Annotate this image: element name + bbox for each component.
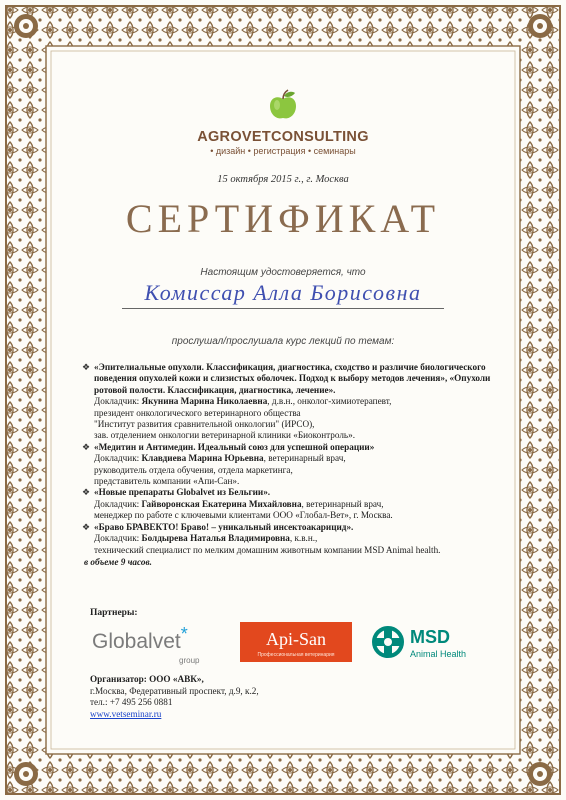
diamond-bullet-icon: ❖ [82, 362, 91, 372]
partners-label: Партнеры: [90, 608, 138, 618]
topic-title: «Эпителиальные опухоли. Классификация, диагностика, сходство и различие биологического поведения опухолей кожи и слизистых оболочек. Подход к выбору методов лечения», «Опухоли ротовой полости. Классификация, диагностика, лечение». [94, 362, 491, 395]
topic-item [84, 362, 504, 442]
topics-list [84, 362, 504, 568]
speaker-prefix: Докладчик: [94, 396, 142, 407]
speaker-detail: технический специалист по мелким домашним животным компании MSD Animal health. [94, 544, 441, 555]
corner-ornament-top-right [528, 14, 552, 38]
corner-ornament-top-left [14, 14, 38, 38]
topic-title: «Браво БРАВЕКТО! Браво! – уникальный инсектоакарицид». [94, 521, 354, 532]
topic-title: «Медитин и Антимедин. Идеальный союз для успешной операции» [94, 441, 375, 452]
speaker-prefix: Докладчик: [94, 498, 142, 509]
certificate-content [62, 80, 504, 740]
brand-tagline: • дизайн • регистрация • семинары [210, 146, 356, 156]
speaker-prefix: Докладчик: [94, 533, 142, 544]
speaker-name: Якунина Марина Николаевна [141, 396, 268, 407]
course-intro: прослушал/прослушала курс лекций по темам: [171, 336, 395, 347]
speaker-detail: представитель компании «Апи-Сан». [94, 476, 240, 487]
speaker-name: Гайворонская Екатерина Михайловна [141, 498, 302, 509]
asterisk-icon: * [180, 624, 188, 644]
topic-item [84, 522, 504, 556]
speaker-name: Болдырева Наталья Владимировна [141, 533, 290, 544]
issue-date: 15 октября 2015 г., г. Москва [217, 174, 349, 185]
agrovetconsulting-logo [62, 88, 504, 156]
speaker-detail: президент онкологического ветеринарного общества [94, 407, 301, 418]
diamond-bullet-icon: ❖ [82, 487, 91, 498]
globalvet-name: Globalvet [92, 630, 181, 653]
globalvet-sub: group [179, 656, 200, 665]
speaker-detail: , ветеринарный врач, [263, 453, 346, 464]
speaker-detail: , ветеринарный врач, [301, 498, 384, 509]
speaker-detail: зав. отделением онкологии ветеринарной клиники «Биоконтроль». [94, 430, 355, 441]
certifies-text: Настоящим удостоверяется, что [200, 267, 366, 278]
apisan-sub: Профессиональная ветеринария [257, 652, 335, 658]
recipient-name: Комиссар Алла Борисовна [144, 280, 422, 305]
apisan-name: Api-San [266, 629, 326, 649]
speaker-detail: руководитель отдела обучения, отдела маркетинга, [94, 464, 293, 475]
certificate-title: СЕРТИФИКАТ [125, 196, 441, 241]
organizer-title: Организатор: ООО «АВК», [90, 674, 204, 684]
apisan-logo [240, 622, 352, 662]
apple-logo-icon [266, 88, 300, 122]
organizer-block [90, 674, 259, 720]
partner-logos [84, 618, 504, 668]
speaker-name: Клавдиева Марина Юрьевна [141, 453, 264, 464]
topic-item [84, 442, 504, 488]
speaker-detail: "Институт развития сравнительной онкологии" (ИРСО), [94, 419, 315, 430]
topic-title: «Новые препараты Globalvet из Бельгии». [94, 487, 271, 498]
msd-logo [366, 624, 498, 664]
corner-ornament-bottom-left [14, 762, 38, 786]
speaker-detail: , к.в.н., [289, 533, 318, 544]
speaker-prefix: Докладчик: [94, 453, 142, 464]
name-underline [122, 308, 444, 309]
msd-name: MSD [410, 627, 450, 647]
organizer-website-link[interactable]: www.vetseminar.ru [90, 708, 162, 719]
course-volume: в объеме 9 часов. [84, 556, 152, 567]
diamond-bullet-icon: ❖ [82, 521, 91, 532]
globalvet-wordmark [92, 624, 188, 654]
organizer-phone: тел.: +7 495 256 0881 [90, 697, 173, 708]
organizer-address: г.Москва, Федеративный проспект, д.9, к.2, [90, 685, 259, 696]
speaker-detail: менеджер по работе с ключевыми клиентами ООО «Глобал-Вет», г. Москва. [94, 510, 393, 521]
speaker-detail: , д.в.н., онколог-химиотерапевт, [267, 396, 392, 407]
corner-ornament-bottom-right [528, 762, 552, 786]
topic-item [84, 487, 504, 521]
msd-logo-icon [372, 626, 404, 658]
msd-sub: Animal Health [410, 649, 467, 659]
brand-name: AGROVETCONSULTING [197, 129, 369, 145]
diamond-bullet-icon: ❖ [82, 441, 91, 452]
